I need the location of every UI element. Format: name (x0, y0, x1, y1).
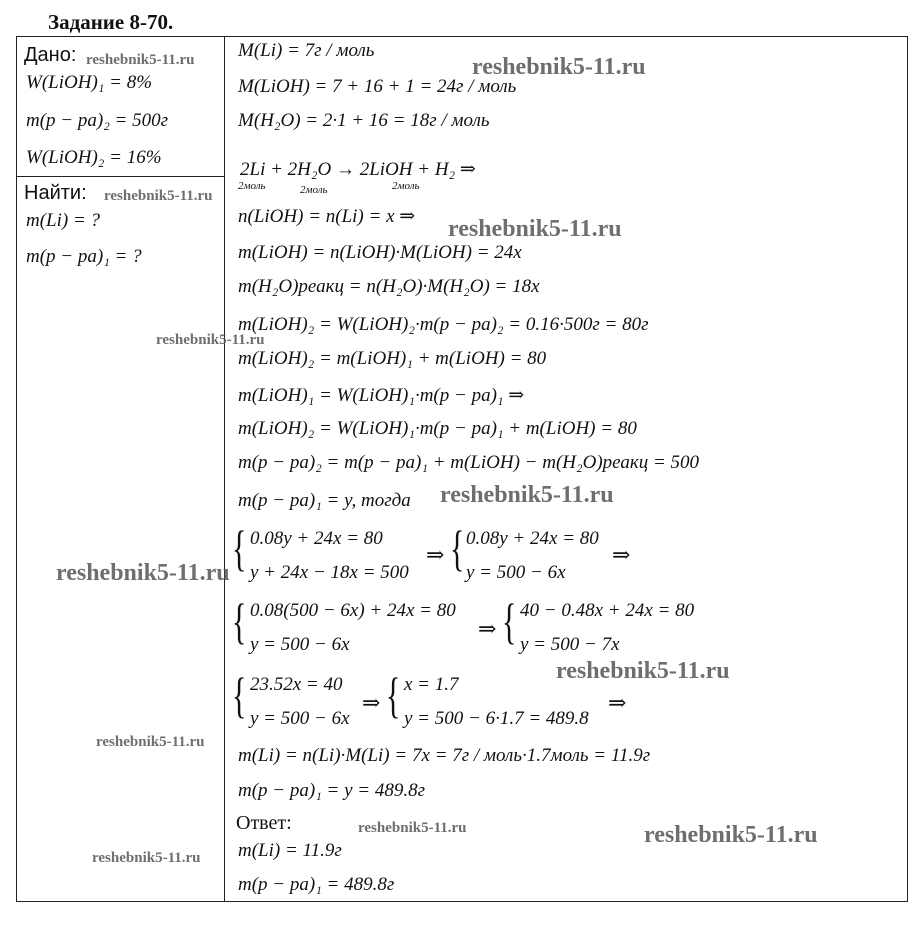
system-equation: x = 1.7 (404, 674, 459, 695)
given-line: W(LiOH)₁ = 8% (26, 72, 153, 93)
find-line: m(Li) = ? (26, 210, 101, 231)
solution-line: m(LiOH)₂ = m(LiOH)₁ + m(LiOH) = 80 (238, 348, 547, 369)
reaction-mol-label: 2моль (300, 184, 328, 196)
solution-line: m(Li) = n(Li)·M(Li) = 7x = 7г / моль·1.7моль = 11.9г (238, 745, 651, 766)
system-equation: y = 500 − 6x (250, 708, 350, 729)
implies-icon: ⇒ (426, 542, 445, 567)
system-brace: { (502, 593, 517, 649)
watermark: reshebnik5-11.ru (96, 734, 205, 750)
given-header: Дано: (24, 44, 77, 66)
system-brace: { (450, 520, 465, 576)
system-brace: { (386, 667, 401, 723)
watermark: reshebnik5-11.ru (644, 822, 818, 848)
solution-line: m(p − pa)₁ = y, тогда (238, 490, 411, 511)
solution-line: m(LiOH)₁ = W(LiOH)₁·m(p − pa)₁ ⇒ (238, 385, 525, 406)
system-equation: y = 500 − 7x (520, 634, 620, 655)
solution-line: m(LiOH)₂ = W(LiOH)₁·m(p − pa)₁ + m(LiOH) = 80 (238, 418, 637, 439)
system-equation: y = 500 − 6x (466, 562, 566, 583)
given-find-divider (16, 176, 225, 177)
implies-icon: ⇒ (362, 690, 381, 715)
solution-line: n(LiOH) = n(Li) = x ⇒ (238, 206, 416, 227)
watermark: reshebnik5-11.ru (92, 850, 201, 866)
solution-line: m(LiOH) = n(LiOH)·M(LiOH) = 24x (238, 242, 522, 263)
solution-line: M(Li) = 7г / моль (238, 40, 375, 61)
system-equation: 40 − 0.48x + 24x = 80 (520, 600, 695, 621)
reaction-mol-label: 2моль (392, 180, 420, 192)
find-line: m(p − pa)₁ = ? (26, 246, 142, 267)
implies-icon: ⇒ (612, 542, 631, 567)
reaction-mol-label: 2моль (238, 180, 266, 192)
solution-line: m(H₂O)реакц = n(H₂O)·M(H₂O) = 18x (238, 276, 540, 297)
solution-line: m(p − pa)₁ = y = 489.8г (238, 780, 426, 801)
system-equation: 0.08y + 24x = 80 (250, 528, 383, 549)
watermark: reshebnik5-11.ru (86, 52, 195, 68)
system-brace: { (232, 593, 247, 649)
watermark: reshebnik5-11.ru (472, 54, 646, 80)
system-equation: y = 500 − 6·1.7 = 489.8 (404, 708, 589, 729)
watermark: reshebnik5-11.ru (56, 560, 230, 586)
find-header: Найти: (24, 182, 87, 204)
implies-icon: ⇒ (478, 616, 497, 641)
system-brace: { (232, 667, 247, 723)
solution-line: m(LiOH)₂ = W(LiOH)₂·m(p − pa)₂ = 0.16·500г = 80г (238, 314, 649, 335)
system-equation: y = 500 − 6x (250, 634, 350, 655)
implies-icon: ⇒ (608, 690, 627, 715)
watermark: reshebnik5-11.ru (104, 188, 213, 204)
given-line: m(p − pa)₂ = 500г (26, 110, 169, 131)
answer-line: m(p − pa)₁ = 489.8г (238, 874, 395, 895)
watermark: reshebnik5-11.ru (358, 820, 467, 836)
reaction-equation: 2Li + 2H₂O → 2LiOH + H₂ ⇒ (240, 159, 476, 180)
system-equation: 0.08y + 24x = 80 (466, 528, 599, 549)
given-line: W(LiOH)₂ = 16% (26, 147, 162, 168)
answer-line: m(Li) = 11.9г (238, 840, 342, 861)
solution-line: M(LiOH) = 7 + 16 + 1 = 24г / моль (238, 76, 517, 97)
column-divider (224, 36, 225, 902)
answer-header: Ответ: (236, 812, 292, 834)
watermark: reshebnik5-11.ru (556, 658, 730, 684)
system-equation: 23.52x = 40 (250, 674, 343, 695)
watermark: reshebnik5-11.ru (448, 216, 622, 242)
solution-line: M(H₂O) = 2·1 + 16 = 18г / моль (238, 110, 490, 131)
system-equation: 0.08(500 − 6x) + 24x = 80 (250, 600, 456, 621)
system-brace: { (232, 520, 247, 576)
solution-line: m(p − pa)₂ = m(p − pa)₁ + m(LiOH) − m(H₂O)реакц = 500 (238, 452, 700, 473)
task-title: Задание 8-70. (48, 10, 174, 34)
watermark: reshebnik5-11.ru (156, 332, 265, 348)
system-equation: y + 24x − 18x = 500 (250, 562, 409, 583)
watermark: reshebnik5-11.ru (440, 482, 614, 508)
